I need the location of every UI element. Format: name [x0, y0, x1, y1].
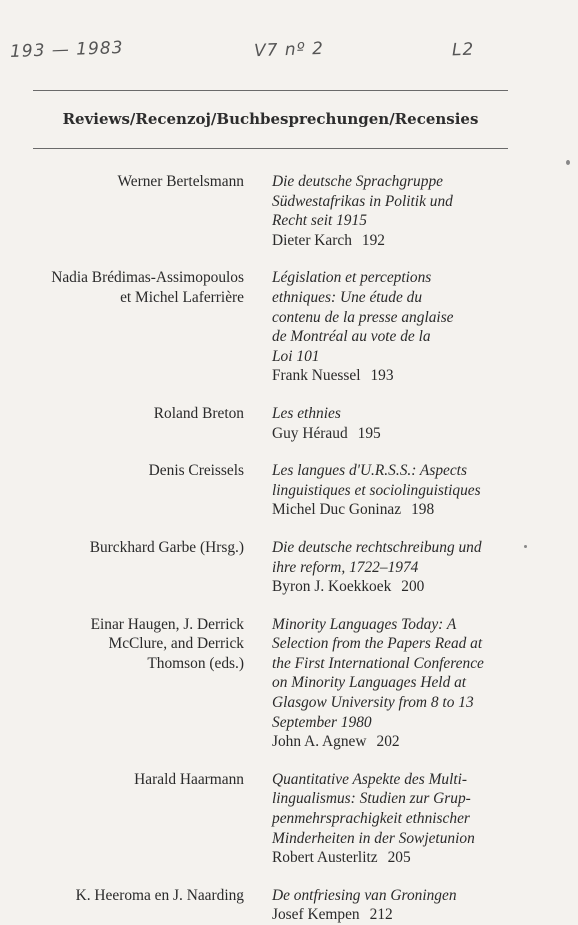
review-entry	[0, 886, 578, 925]
book-details	[272, 886, 522, 925]
book-title-line: September 1980	[272, 713, 372, 731]
book-details	[272, 461, 522, 520]
book-details	[272, 538, 522, 597]
review-byline	[272, 366, 522, 386]
reviewer-name: John A. Agnew	[272, 733, 367, 751]
page-number: 198	[411, 501, 435, 519]
author-line: Einar Haugen, J. Derrick	[90, 615, 244, 633]
book-title-line: linguistiques et sociolinguistiques	[272, 481, 481, 499]
book-title-line: contenu de la presse anglaise	[272, 308, 454, 326]
review-entry	[0, 172, 578, 250]
book-details	[272, 172, 522, 250]
author-line: Denis Creissels	[148, 462, 244, 480]
book-author	[0, 404, 244, 443]
review-entry	[0, 461, 578, 520]
author-line: K. Heeroma en J. Naarding	[75, 886, 244, 904]
author-line: McClure, and Derrick	[108, 635, 244, 653]
reviewer-name: Michel Duc Goninaz	[272, 501, 402, 519]
book-title-line: Minority Languages Today: A	[272, 615, 457, 633]
review-entry	[0, 538, 578, 597]
book-title-line: ihre reform, 1722–1974	[272, 558, 419, 576]
book-title-line: lingualismus: Studien zur Grup-	[272, 790, 471, 808]
review-byline	[272, 577, 522, 597]
reviewer-name: Byron J. Koekkoek	[272, 578, 392, 596]
review-byline	[272, 231, 522, 251]
book-author	[0, 172, 244, 250]
page-number: 200	[401, 578, 425, 596]
page-heading: Reviews/Recenzoj/Buchbesprechungen/Recensies	[62, 110, 479, 128]
page-number: 212	[369, 906, 393, 924]
author-line: Burckhard Garbe (Hrsg.)	[89, 538, 244, 556]
review-list	[0, 172, 578, 925]
review-byline	[272, 500, 522, 520]
book-title-line: de Montréal au vote de la	[272, 328, 431, 346]
book-author	[0, 886, 244, 925]
book-title-line: on Minority Languages Held at	[272, 674, 467, 692]
book-title-line: Südwestafrikas in Politik und	[272, 192, 453, 210]
book-title-line: Les ethnies	[272, 404, 341, 422]
reviewer-name: Robert Austerlitz	[272, 849, 378, 867]
book-details	[272, 770, 522, 868]
book-title-line: Les langues d'U.R.S.S.: Aspects	[272, 462, 467, 480]
book-title-line: Selection from the Papers Read at	[272, 635, 483, 653]
page-number: 202	[376, 733, 400, 751]
book-details	[272, 268, 522, 386]
review-entry	[0, 615, 578, 752]
book-title-line: Recht seit 1915	[272, 212, 367, 230]
book-title-line: Législation et perceptions	[272, 269, 432, 287]
review-entry	[0, 770, 578, 868]
author-line: et Michel Laferrière	[120, 288, 244, 306]
author-line: Thomson (eds.)	[147, 654, 244, 672]
reviewer-name: Guy Héraud	[272, 424, 348, 442]
book-author	[0, 538, 244, 597]
page-number: 193	[370, 367, 394, 385]
handwritten-volume: V7 nº 2	[253, 38, 325, 62]
review-entry	[0, 404, 578, 443]
page-number: 192	[361, 231, 385, 249]
reviewer-name: Frank Nuessel	[272, 367, 361, 385]
book-title-line: Die deutsche rechtschreibung und	[272, 538, 482, 556]
author-line: Roland Breton	[153, 404, 244, 422]
paper-speck	[566, 160, 570, 165]
paper-speck	[524, 545, 527, 548]
book-title-line: the First International Conference	[272, 654, 484, 672]
book-title-line: Minderheiten in der Sowjetunion	[272, 829, 475, 847]
book-author	[0, 268, 244, 386]
review-byline	[272, 424, 522, 444]
book-title-line: ethniques: Une étude du	[272, 288, 423, 306]
book-author	[0, 461, 244, 520]
book-author	[0, 615, 244, 752]
author-line: Nadia Brédimas-Assimopoulos	[51, 269, 244, 287]
book-title-line: De ontfriesing van Groningen	[272, 886, 457, 904]
review-byline	[272, 905, 522, 925]
book-details	[272, 615, 522, 752]
review-byline	[272, 848, 522, 868]
top-rule	[33, 90, 508, 91]
author-line: Harald Haarmann	[134, 770, 244, 788]
book-title-line: Quantitative Aspekte des Multi-	[272, 770, 468, 788]
handwritten-code: L2	[451, 39, 475, 61]
book-title-line: Die deutsche Sprachgruppe	[272, 173, 443, 190]
page-number: 195	[357, 424, 381, 442]
reviewer-name: Josef Kempen	[272, 906, 360, 924]
author-line: Werner Bertelsmann	[117, 173, 244, 190]
book-title-line: Glasgow University from 8 to 13	[272, 694, 474, 712]
book-author	[0, 770, 244, 868]
reviewer-name: Dieter Karch	[272, 231, 352, 249]
page-number: 205	[387, 849, 411, 867]
bottom-rule	[33, 148, 508, 149]
book-title-line: Loi 101	[272, 347, 320, 365]
review-byline	[272, 732, 522, 752]
book-title-line: penmehrsprachigkeit ethnischer	[272, 810, 470, 828]
handwritten-years: 193 — 1983	[9, 38, 124, 62]
review-entry	[0, 268, 578, 386]
book-details	[272, 404, 522, 443]
